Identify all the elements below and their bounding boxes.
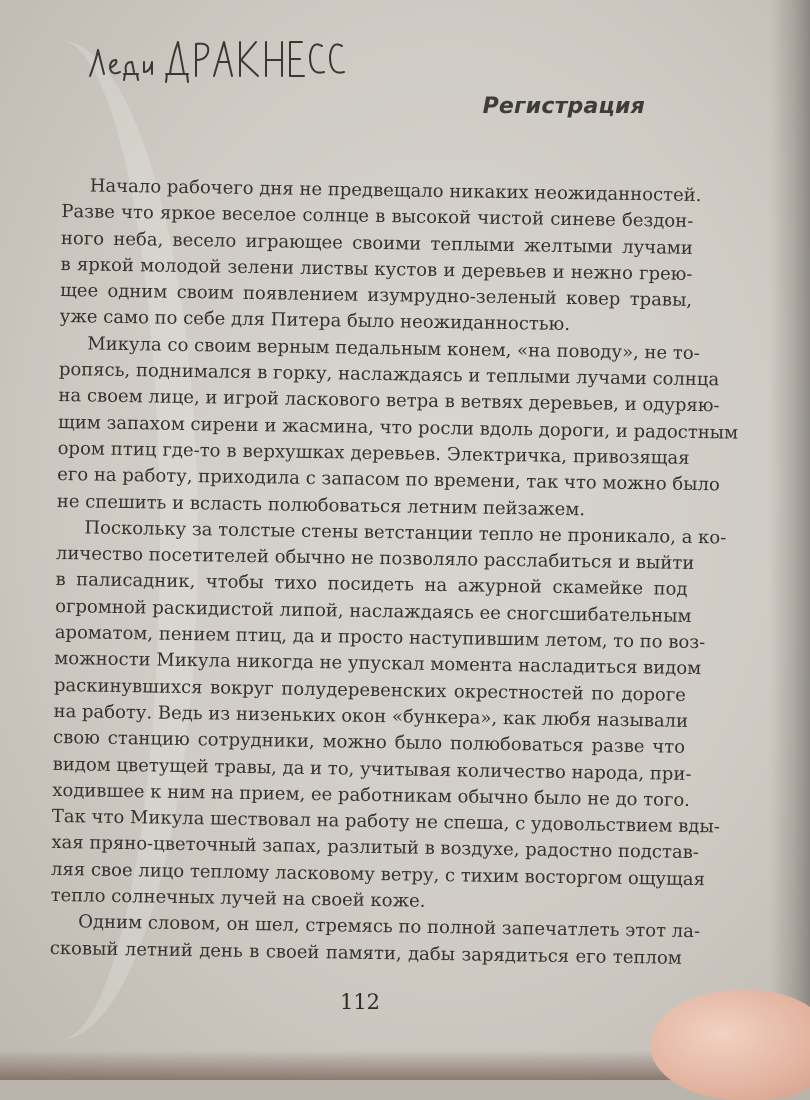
text-line: ароматом, пением птиц, да и просто наступившим летом, то по воз- bbox=[54, 621, 706, 654]
text-line: сковый летний день в своей памяти, дабы зарядиться его теплом bbox=[49, 937, 682, 969]
text-line: хая пряно-цветочный запах, разлитый в воздухе, радостно подстав- bbox=[51, 832, 700, 864]
text-line: ходившее к ним на прием, ее работникам обычно было не до того. bbox=[52, 779, 691, 811]
page-number: 112 bbox=[339, 990, 381, 1014]
text-line: можности Микула никогда не упускал момента насладиться видом bbox=[54, 648, 702, 680]
text-line: Одним словом, он шел, стремясь по полной запечатлеть этот ла- bbox=[78, 911, 701, 943]
text-line: огромной раскидистой липой, наслаждаясь ее сногсшибательным bbox=[55, 595, 692, 627]
text-line: ного неба, весело играющее своими теплыми желтыми лучами bbox=[60, 227, 694, 259]
author-handwritten-logo bbox=[86, 30, 346, 86]
text-line: тепло солнечных лучей на своей коже. bbox=[50, 884, 426, 912]
chapter-title: Регистрация bbox=[482, 94, 645, 119]
text-line: на работу. Ведь из низеньких окон «бункера», как любя называли bbox=[53, 700, 689, 732]
text-line: ропясь, поднимался в горку, наслаждаясь и теплыми лучами солнца bbox=[58, 359, 720, 391]
text-line: ором птиц где-то в верхушках деревьев. Электричка, привозящая bbox=[57, 437, 690, 469]
text-line: в палисадник, чтобы тихо посидеть на ажурной скамейке под bbox=[55, 569, 688, 601]
text-line: Микула со своим верным педальным конем, «на поводу», не то- bbox=[87, 333, 700, 364]
text-line: раскинувшихся вокруг полудеревенских окрестностей по дороге bbox=[53, 674, 687, 706]
text-line: личество посетителей обычно не позволяло расслабиться и выйти bbox=[55, 543, 695, 575]
body-text bbox=[49, 173, 739, 972]
text-line: Так что Микула шествовал на работу не спеша, с удовольствием вды- bbox=[51, 806, 721, 838]
page-edge-shadow bbox=[770, 0, 810, 1080]
text-line: видом цветущей травы, да и то, учитывая количество народа, при- bbox=[52, 753, 692, 785]
text-line: ляя свое лицо теплому ласковому ветру, с тихим восторгом ощущая bbox=[50, 858, 706, 890]
text-line: в яркой молодой зелени листвы кустов и деревьев и нежно грею- bbox=[60, 253, 693, 285]
text-line: уже само по себе для Питера было неожиданностью. bbox=[59, 306, 571, 336]
text-line: его на работу, приходила с запасом по времени, так что можно было bbox=[57, 464, 720, 496]
text-line: Поскольку за толстые стены ветстанции тепло не проникало, а ко- bbox=[84, 517, 727, 549]
text-line: не спешить и всласть полюбоваться летним пейзажем. bbox=[56, 490, 586, 520]
text-line: Начало рабочего дня не предвещало никаких неожиданностей. bbox=[89, 175, 702, 207]
thumb-image bbox=[650, 990, 810, 1100]
text-line: Разве что яркое веселое солнце в высокой чистой синеве бездон- bbox=[61, 201, 694, 233]
author-header bbox=[86, 30, 346, 86]
text-line: щим запахом сирени и жасмина, что росли вдоль дороги, и радостным bbox=[57, 411, 739, 444]
text-line: щее одним своим появлением изумрудно-зеленый ковер травы, bbox=[59, 280, 693, 312]
text-line: свою станцию сотрудники, можно было полюбоваться разве что bbox=[52, 727, 686, 759]
text-line: на своем лице, и игрой ласкового ветра в ветвях деревьев, и одуряю- bbox=[58, 385, 720, 417]
